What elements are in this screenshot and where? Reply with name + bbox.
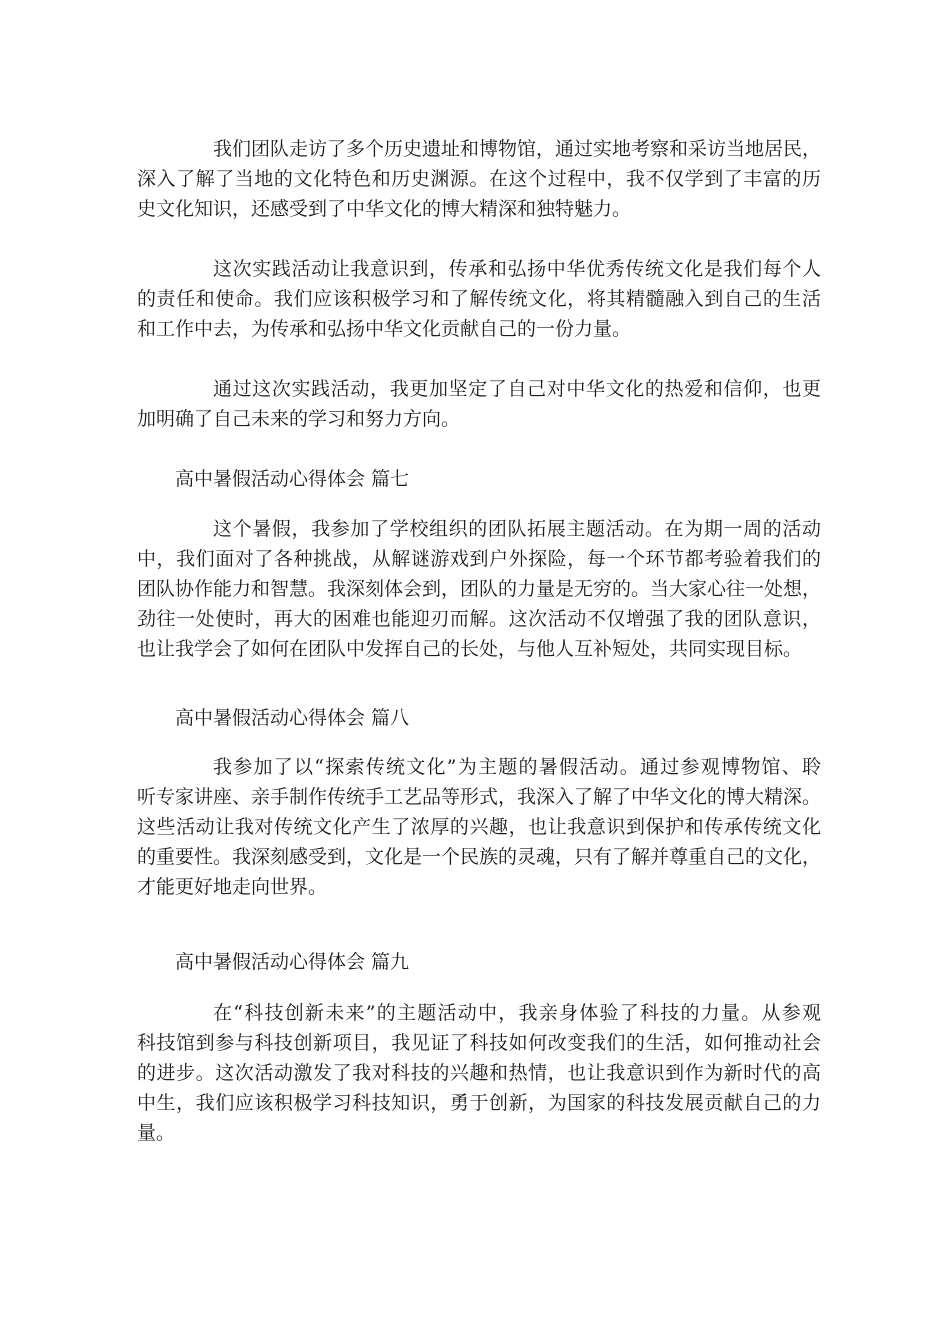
paragraph-line: 和工作中去，为传承和弘扬中华文化贡献自己的一份力量。: [137, 318, 632, 340]
paragraph-line: 劲往一处使时，再大的困难也能迎刃而解。这次活动不仅增强了我的团队意识，: [137, 608, 821, 630]
paragraph-line: 的进步。这次活动激发了我对科技的兴趣和热情，也让我意识到作为新时代的高: [137, 1062, 821, 1084]
paragraph-line: 深入了解了当地的文化特色和历史渊源。在这个过程中，我不仅学到了丰富的历: [137, 168, 821, 190]
paragraph-team-building: [137, 514, 821, 664]
paragraph-technology: [137, 998, 821, 1148]
paragraph-line: 才能更好地走向世界。: [137, 876, 328, 898]
paragraph-line: 这些活动让我对传统文化产生了浓厚的兴趣，也让我意识到保护和传承传统文化: [137, 816, 821, 838]
paragraph-line: 的重要性。我深刻感受到，文化是一个民族的灵魂，只有了解并尊重自己的文化，: [137, 846, 822, 868]
paragraph-line: 中，我们面对了各种挑战，从解谜游戏到户外探险，每一个环节都考验着我们的: [137, 548, 821, 570]
paragraph-line: 中生，我们应该积极学习科技知识，勇于创新，为国家的科技发展贡献自己的力: [137, 1092, 821, 1114]
paragraph-line: 团队协作能力和智慧。我深刻体会到，团队的力量是无穷的。当大家心往一处想，: [137, 578, 822, 600]
paragraph-responsibility: [137, 254, 821, 344]
paragraph-line: 这个暑假，我参加了学校组织的团队拓展主题活动。在为期一周的活动: [213, 518, 821, 540]
paragraph-line: 科技馆到参与科技创新项目，我见证了科技如何改变我们的生活，如何推动社会: [137, 1032, 821, 1054]
paragraph-line: 我们团队走访了多个历史遗址和博物馆，通过实地考察和采访当地居民，: [213, 138, 822, 160]
section-heading-8: 高中暑假活动心得体会 篇八: [175, 707, 410, 729]
paragraph-conviction: [137, 374, 821, 434]
paragraph-line: 在“科技创新未来”的主题活动中，我亲身体验了科技的力量。从参观: [213, 1002, 821, 1024]
paragraph-line: 通过这次实践活动，我更加坚定了自己对中华文化的热爱和信仰，也更: [213, 378, 821, 400]
paragraph-line: 史文化知识，还感受到了中华文化的博大精深和独特魅力。: [137, 198, 632, 220]
section-heading-9: 高中暑假活动心得体会 篇九: [175, 951, 410, 973]
paragraph-line: 听专家讲座、亲手制作传统手工艺品等形式，我深入了解了中华文化的博大精深。: [137, 786, 822, 808]
paragraph-traditional-culture: [137, 752, 821, 902]
paragraph-line: 这次实践活动让我意识到，传承和弘扬中华优秀传统文化是我们每个人: [213, 258, 821, 280]
paragraph-line: 我参加了以“探索传统文化”为主题的暑假活动。通过参观博物馆、聆: [213, 756, 821, 778]
paragraph-line: 的责任和使命。我们应该积极学习和了解传统文化，将其精髓融入到自己的生活: [137, 288, 821, 310]
paragraph-line: 量。: [137, 1122, 176, 1144]
section-heading-7: 高中暑假活动心得体会 篇七: [175, 468, 410, 490]
paragraph-line: 加明确了自己未来的学习和努力方向。: [137, 408, 461, 430]
paragraph-history-sites: [137, 134, 821, 224]
paragraph-line: 也让我学会了如何在团队中发挥自己的长处，与他人互补短处，共同实现目标。: [137, 638, 803, 660]
